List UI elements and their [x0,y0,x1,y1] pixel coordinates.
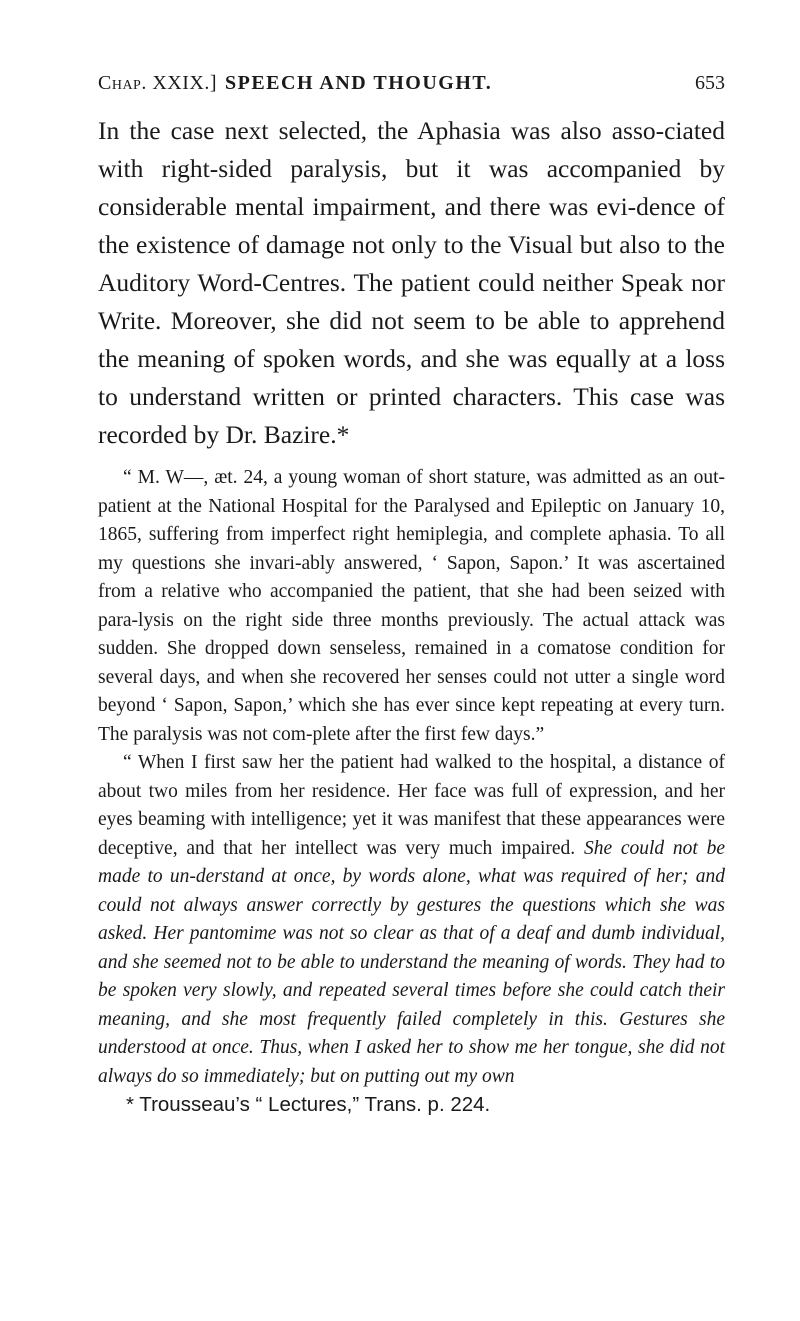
book-page [98,72,725,1119]
running-title: SPEECH AND THOUGHT. [225,72,493,94]
chapter-reference: Chap. XXIX.] [98,72,217,94]
main-paragraph: In the case next selected, the Aphasia was also asso-ciated with right-sided paralysis, but it was accompanied by considerable mental impairment, and there was evi-dence of the existence of damage not only to the Visual but also to the Auditory Word-Centres. The patient could neither Speak nor Write. Moreover, she did not seem to be able to apprehend the meaning of spoken words, and she was equally at a loss to understand written or printed characters. This case was recorded by Dr. Bazire.* [98,116,725,449]
case-paragraph-2-roman: “ When I first saw her the patient had walked to the hospital, a distance of about two miles from her residence. Her face was full of expression, and her eyes beaming with intelligence; yet it was manifest that these appearances were deceptive, and that her intellect was very much impaired. [98,752,725,859]
case-paragraph-1: “ M. W—, æt. 24, a young woman of short stature, was admitted as an out-patient at the National Hospital for the Paralysed and Epileptic on January 10, 1865, suffering from imperfect right hemiplegia, and complete aphasia. To all my questions she invari-ably answered, ‘ Sapon, Sapon.’ It was ascertained from a relative who accompanied the patient, that she had been seized with para-lysis on the right side three months previously. The actual attack was sudden. She dropped down senseless, remained in a comatose condition for several days, and when she recovered her senses could not utter a single word beyond ‘ Sapon, Sapon,’ which she has ever since kept repeating at every turn. The paralysis was not com-plete after the first few days.” [98,467,725,745]
case-paragraph-2-italic: She could not be made to un-derstand at once, by words alone, what was required of her; and could not always answer correctly by gestures the questions which she was asked. Her pantomime was not so clear as that of a deaf and dumb individual, and she seemed not to be able to understand the meaning of words. They had to be spoken very slowly, and repeated several times before she could catch their meaning, and she most frequently failed completely in this. Gestures she understood at once. Thus, when I asked her to show me her tongue, she did not always do so immediately; but on putting out my own [98,837,725,1087]
case-report-quote [98,464,725,1091]
footnote: * Trousseau’s “ Lectures,” Trans. p. 224. [126,1093,491,1116]
running-head [98,72,725,112]
page-number: 653 [695,72,725,94]
case-paragraph-2 [98,749,725,1091]
